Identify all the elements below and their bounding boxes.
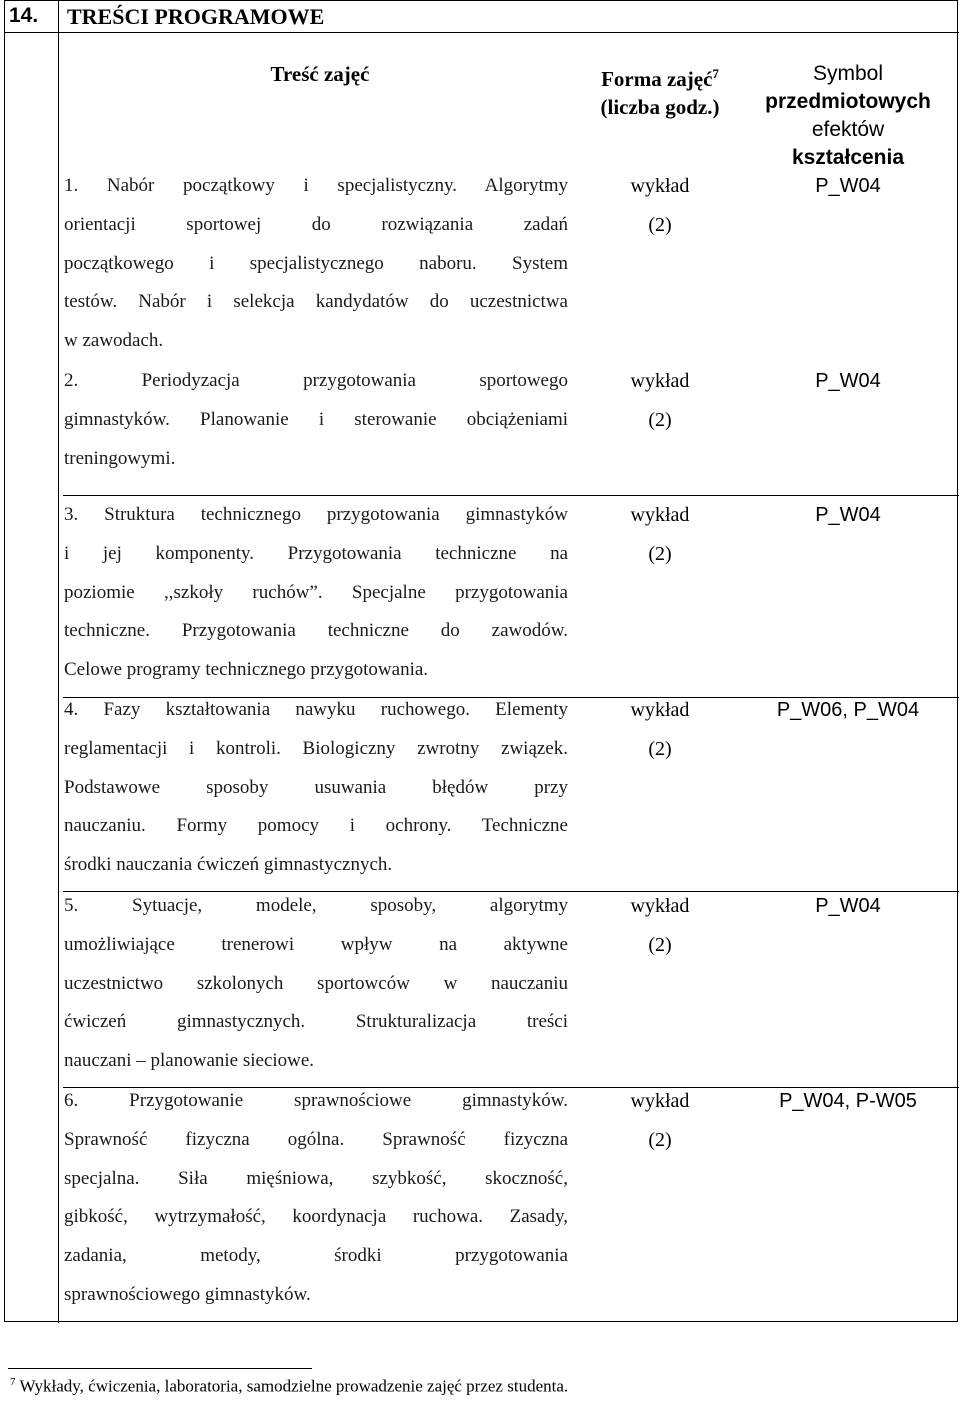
row-content	[64, 691, 568, 885]
content-line: gibkość, wytrzymałość, koordynacja ruchowa. Zasady,	[64, 1206, 568, 1228]
title-row-divider	[5, 32, 959, 33]
footnote	[10, 1376, 568, 1397]
content-line: 5. Sytuacje, modele, sposoby, algorytmy	[64, 895, 568, 916]
content-line: treningowymi.	[64, 447, 176, 469]
form-type: wykład	[630, 699, 690, 721]
header-symbol-line: przedmiotowych	[765, 90, 931, 113]
content-line: nauczani – planowanie sieciowe.	[64, 1050, 315, 1072]
header-form-hours: (liczba godz.)	[600, 95, 720, 119]
content-line: 2. Periodyzacja przygotowania sportowego	[64, 370, 568, 391]
content-line: gimnastyków. Planowanie i sterowanie obciążeniami	[64, 408, 568, 430]
row-form	[590, 887, 730, 965]
form-type: wykład	[630, 504, 690, 526]
content-line: ćwiczeń gimnastycznych. Strukturalizacja treści	[64, 1011, 568, 1033]
row-form	[590, 1082, 730, 1160]
content-line: 1. Nabór początkowy i specjalistyczny. Algorytmy	[64, 175, 568, 196]
section-title: TREŚCI PROGRAMOWE	[67, 4, 325, 29]
content-line: i jej komponenty. Przygotowania techniczne na	[64, 542, 568, 564]
form-hours: (2)	[648, 542, 672, 565]
content-line: techniczne. Przygotowania techniczne do zawodów.	[64, 620, 568, 642]
row-form	[590, 496, 730, 574]
content-line: Podstawowe sposoby usuwania błędów przy	[64, 776, 568, 798]
content-line: zadania, metody, środki przygotowania	[64, 1245, 568, 1267]
content-line: orientacji sportowej do rozwiązania zadań	[64, 213, 568, 235]
header-symbol	[750, 60, 946, 172]
row-symbol: P_W04	[815, 895, 881, 917]
footnote-ref: 7	[712, 66, 719, 81]
row-symbol: P_W06, P_W04	[776, 699, 920, 721]
form-hours: (2)	[648, 408, 672, 431]
row-form	[590, 362, 730, 440]
footnote-separator	[8, 1368, 312, 1369]
content-line: 6. Przygotowanie sprawnościowe gimnastyków.	[64, 1090, 568, 1111]
row-symbol: P_W04	[815, 175, 881, 197]
row-symbol: P_W04, P-W05	[779, 1090, 917, 1112]
footnote-number: 7	[10, 1376, 16, 1388]
left-column-divider	[58, 32, 59, 1323]
content-line: poziomie ,,szkoły ruchów”. Specjalne przygotowania	[64, 581, 568, 603]
form-hours: (2)	[648, 933, 672, 956]
row-form	[590, 691, 730, 769]
content-line: środki nauczania ćwiczeń gimnastycznych.	[64, 854, 393, 876]
content-line: nauczaniu. Formy pomocy i ochrony. Techniczne	[64, 815, 568, 837]
content-line: sprawnościowego gimnastyków.	[64, 1283, 311, 1305]
row-content	[64, 362, 568, 478]
content-line: reglamentacji i kontroli. Biologiczny zwrotny związek.	[64, 737, 568, 759]
row-content	[64, 1082, 568, 1315]
content-line: 3. Struktura technicznego przygotowania gimnastyków	[64, 504, 568, 525]
header-symbol-line: efektów	[811, 118, 885, 141]
form-hours: (2)	[648, 737, 672, 760]
header-symbol-line: kształcenia	[791, 146, 905, 169]
row-content	[64, 167, 568, 361]
content-line: początkowego i specjalistycznego naboru. System	[64, 252, 568, 274]
content-line: testów. Nabór i selekcja kandydatów do uczestnictwa	[64, 291, 568, 313]
content-line: w zawodach.	[64, 330, 164, 352]
row-symbol: P_W04	[815, 504, 881, 526]
form-hours: (2)	[648, 213, 672, 236]
content-line: specjalna. Siła mięśniowa, szybkość, skoczność,	[64, 1167, 568, 1189]
header-content: Treść zajęć	[270, 62, 370, 86]
section-number: 14.	[9, 4, 39, 27]
form-type: wykład	[630, 1090, 690, 1112]
header-form-label: Forma zajęć	[601, 67, 713, 91]
content-line: uczestnictwo szkolonych sportowców w nauczaniu	[64, 972, 568, 994]
header-form	[580, 60, 740, 121]
form-type: wykład	[630, 895, 690, 917]
row-symbol: P_W04	[815, 370, 881, 392]
content-line: umożliwiające trenerowi wpływ na aktywne	[64, 933, 568, 955]
form-type: wykład	[630, 175, 690, 197]
form-type: wykład	[630, 370, 690, 392]
content-line: Celowe programy technicznego przygotowania.	[64, 659, 429, 681]
content-line: Sprawność fizyczna ogólna. Sprawność fizyczna	[64, 1128, 568, 1150]
form-hours: (2)	[648, 1128, 672, 1151]
footnote-text: Wykłady, ćwiczenia, laboratoria, samodzielne prowadzenie zajęć przez studenta.	[19, 1376, 569, 1396]
header-symbol-line: Symbol	[812, 62, 884, 85]
row-content	[64, 887, 568, 1081]
row-form	[590, 167, 730, 245]
content-line: 4. Fazy kształtowania nawyku ruchowego. Elementy	[64, 699, 568, 720]
row-content	[64, 496, 568, 690]
